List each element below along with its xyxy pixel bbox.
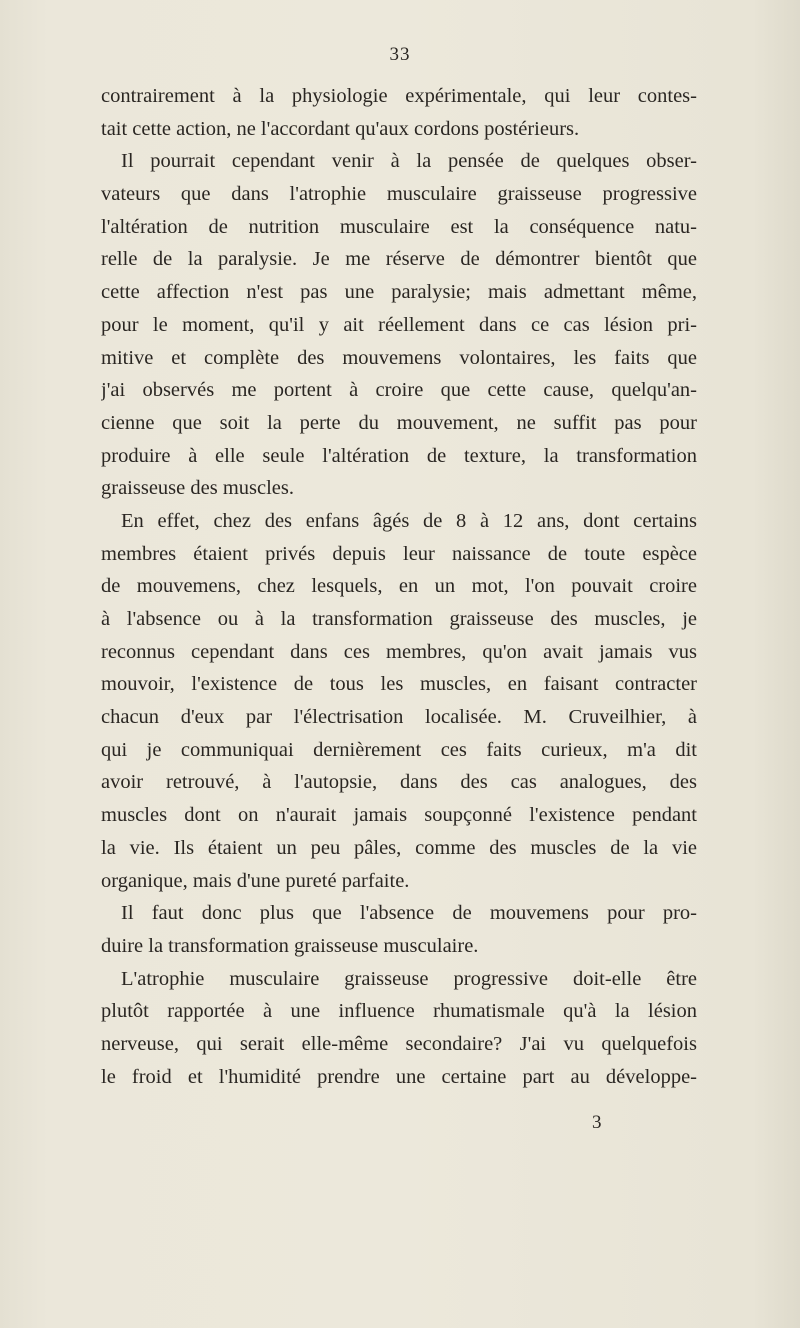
text-line: pour le moment, qu'il y ait réellement dans ce cas lésion pri- xyxy=(101,313,697,336)
text-line: mouvoir, l'existence de tous les muscles, en faisant contracter xyxy=(101,673,697,696)
text-line: de mouvemens, chez lesquels, en un mot, l'on pouvait croire xyxy=(101,575,697,598)
text-line: En effet, chez des enfans âgés de 8 à 12 ans, dont certains xyxy=(121,509,697,532)
text-line: organique, mais d'une pureté parfaite. xyxy=(101,869,410,892)
text-line: chacun d'eux par l'électrisation localisée. M. Cruveilhier, à xyxy=(101,706,697,729)
text-line: cienne que soit la perte du mouvement, ne suffit pas pour xyxy=(101,411,697,434)
text-line: duire la transformation graisseuse musculaire. xyxy=(101,934,479,957)
text-line: le froid et l'humidité prendre une certaine part au développe- xyxy=(101,1065,697,1088)
text-line: mitive et complète des mouvemens volontaires, les faits que xyxy=(101,346,697,369)
text-line: produire à elle seule l'altération de texture, la transformation xyxy=(101,444,697,467)
text-line: Il pourrait cependant venir à la pensée de quelques obser- xyxy=(121,150,697,173)
text-line: L'atrophie musculaire graisseuse progressive doit-elle être xyxy=(121,967,697,990)
text-line: plutôt rapportée à une influence rhumatismale qu'à la lésion xyxy=(101,1000,697,1023)
text-line: Il faut donc plus que l'absence de mouvemens pour pro- xyxy=(121,902,697,925)
text-line: reconnus cependant dans ces membres, qu'on avait jamais vus xyxy=(101,640,697,663)
text-line: graisseuse des muscles. xyxy=(101,477,294,500)
text-line: tait cette action, ne l'accordant qu'aux cordons postérieurs. xyxy=(101,117,580,140)
text-line: avoir retrouvé, à l'autopsie, dans des cas analogues, des xyxy=(101,771,697,794)
text-line: cette affection n'est pas une paralysie; mais admettant même, xyxy=(101,281,697,304)
text-line: l'altération de nutrition musculaire est la conséquence natu- xyxy=(101,215,697,238)
page-number: 33 xyxy=(389,44,411,65)
text-line: contrairement à la physiologie expérimentale, qui leur contes- xyxy=(101,85,697,107)
text-line: relle de la paralysie. Je me réserve de démontrer bientôt que xyxy=(101,248,697,271)
text-line: à l'absence ou à la transformation graisseuse des muscles, je xyxy=(101,608,697,630)
text-line: j'ai observés me portent à croire que cette cause, quelqu'an- xyxy=(101,379,697,402)
text-line: nerveuse, qui serait elle-même secondaire? J'ai vu quelquefois xyxy=(101,1032,697,1055)
text-line: vateurs que dans l'atrophie musculaire graisseuse progressive xyxy=(101,183,697,206)
text-line: qui je communiquai dernièrement ces faits curieux, m'a dit xyxy=(101,738,697,761)
signature-mark: 3 xyxy=(592,1112,602,1133)
text-line: muscles dont on n'aurait jamais soupçonné l'existence pendant xyxy=(101,804,697,827)
body-text xyxy=(101,80,697,1093)
text-line: la vie. Ils étaient un peu pâles, comme des muscles de la vie xyxy=(101,836,697,859)
text-line: membres étaient privés depuis leur naissance de toute espèce xyxy=(101,542,697,565)
